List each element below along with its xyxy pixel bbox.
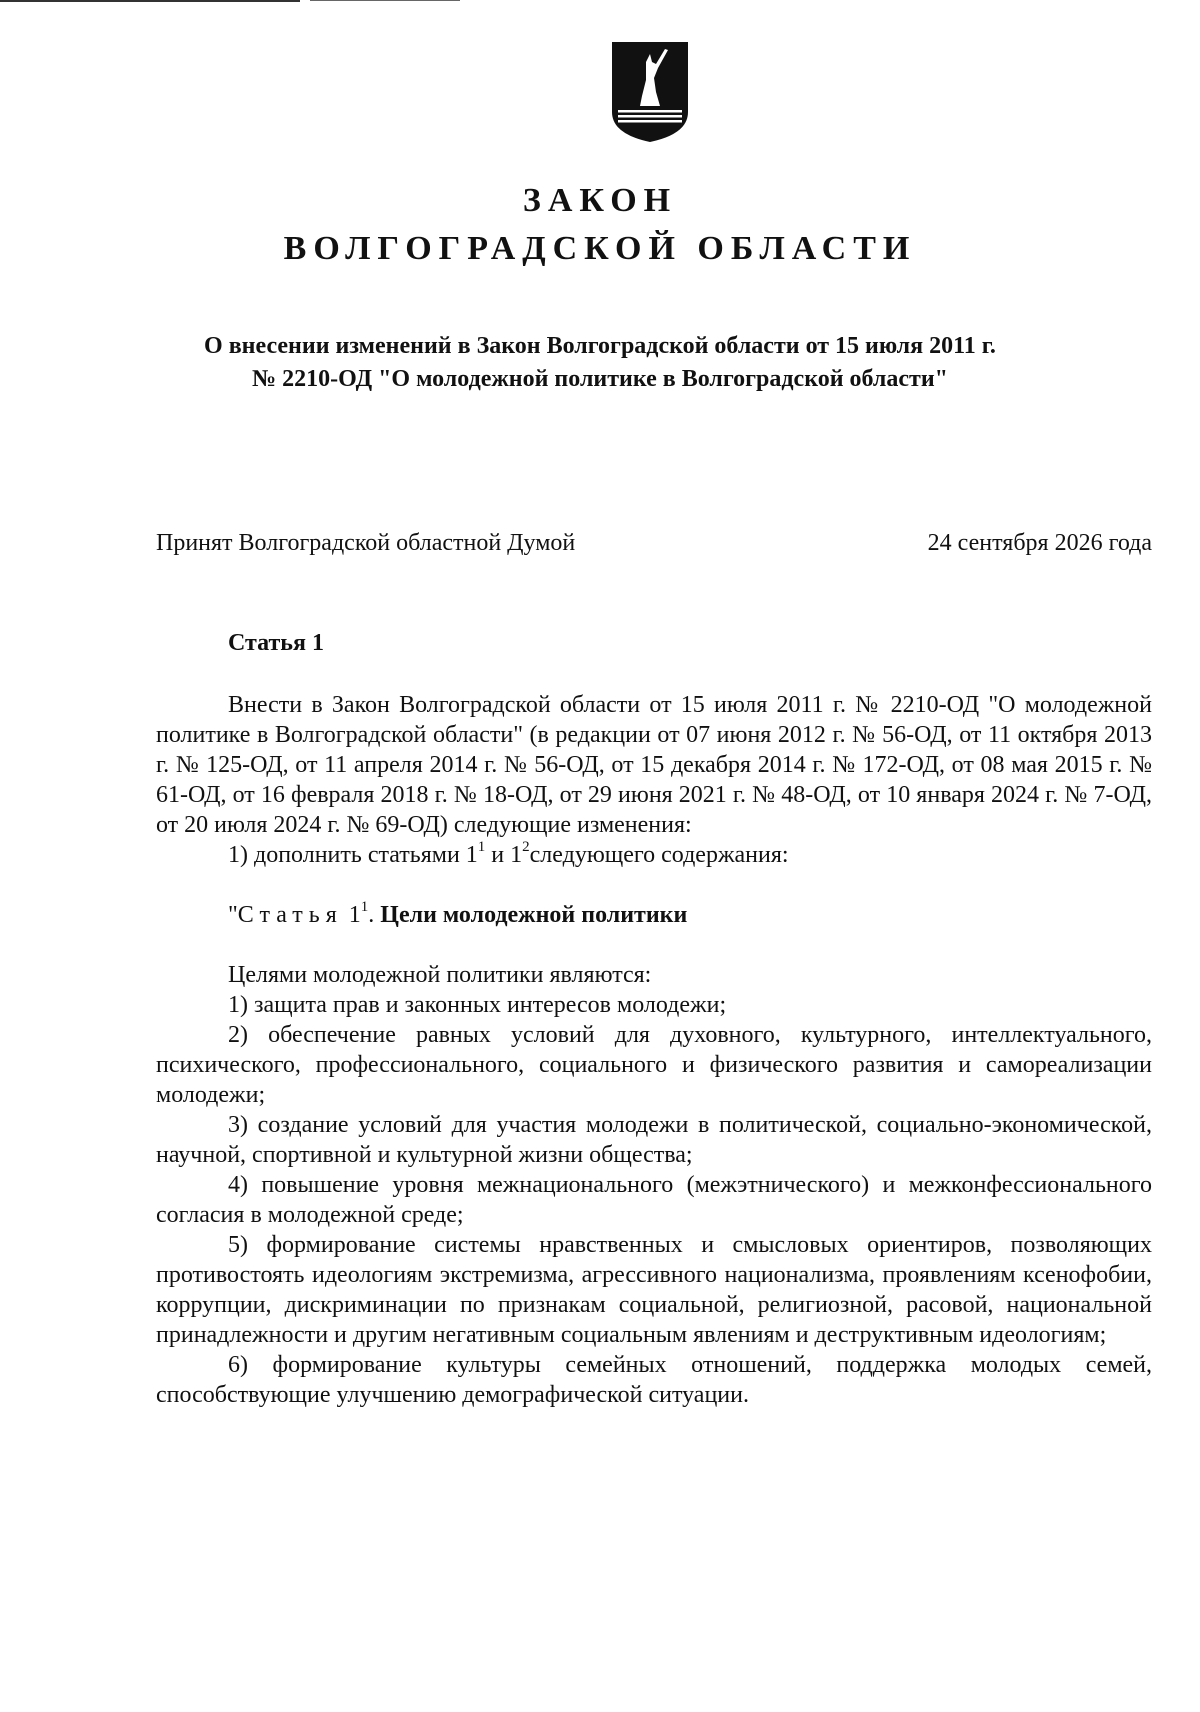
amendment-text: 1) дополнить статьями 1 bbox=[228, 842, 478, 868]
article-title: Статья 1 bbox=[228, 630, 324, 656]
goal-item: 3) создание условий для участия молодежи в политической, социально-экономической, научной, спортивной и культурной жизни общества; bbox=[156, 1112, 1152, 1168]
superscript: 1 bbox=[360, 899, 369, 915]
goal-item: 5) формирование системы нравственных и смысловых ориентиров, позволяющих противостоять идеологиям экстремизма, агрессивного национализма, проявлениям ксенофобии, коррупции, дискриминации по признакам социальной, религиозной, расовой, национальной принадлежности и другим негативным социальным явлениям и деструктивным идеологиям; bbox=[156, 1232, 1152, 1348]
scan-edge-line bbox=[310, 0, 460, 1]
article-number: 1 bbox=[348, 902, 361, 928]
goal-item: 6) формирование культуры семейных отношений, поддержка молодых семей, способствующие улучшению демографической ситуации. bbox=[156, 1352, 1152, 1408]
goal-item: 4) повышение уровня межнационального (межэтнического) и межконфессионального согласия в молодежной среде; bbox=[156, 1172, 1152, 1228]
new-article-heading bbox=[156, 900, 1152, 930]
subtitle-line: О внесении изменений в Закон Волгоградской области от 15 июля 2011 г. bbox=[204, 333, 996, 359]
law-title: ЗАКОН bbox=[522, 182, 678, 219]
subtitle-line: № 2210-ОД "О молодежной политике в Волгоградской области" bbox=[252, 366, 948, 392]
dot: . bbox=[368, 902, 375, 928]
goal-item: 2) обеспечение равных условий для духовного, культурного, интеллектуального, психического, профессионального, социального и физического развития и самореализации молодежи; bbox=[156, 1022, 1152, 1108]
coat-of-arms-icon bbox=[610, 40, 690, 144]
goal-item: 1) защита прав и законных интересов молодежи; bbox=[228, 992, 727, 1018]
quote-mark: " bbox=[228, 902, 238, 928]
law-subtitle bbox=[140, 330, 1060, 396]
region-title: ВОЛГОГРАДСКОЙ ОБЛАСТИ bbox=[283, 230, 917, 267]
adopted-by: Принят Волгоградской областной Думой bbox=[156, 530, 576, 556]
article-body bbox=[156, 690, 1152, 1410]
goals-lead: Целями молодежной политики являются: bbox=[228, 962, 652, 988]
superscript: 2 bbox=[522, 839, 530, 855]
new-article-title: Цели молодежной политики bbox=[380, 902, 688, 928]
adopted-date: 24 сентября 2026 года bbox=[927, 530, 1152, 556]
amendment-text: и 1 bbox=[485, 842, 523, 868]
superscript: 1 bbox=[477, 839, 486, 855]
amendment-item bbox=[156, 840, 1152, 870]
article-intro: Внести в Закон Волгоградской области от 15 июля 2011 г. № 2210-ОД "О молодежной политике в Волгоградской области" (в редакции от 07 июня 2012 г. № 56-ОД, от 11 октября 2013 г. № 125-ОД, от 11 апреля 2014 г. № 56-ОД, от 15 декабря 2014 г. № 172-ОД, от 08 мая 2015 г. № 61-ОД, от 16 февраля 2018 г. № 18-ОД, от 29 июня 2021 г. № 48-ОД, от 10 января 2024 г. № 7-ОД, от 20 июля 2024 г. № 69-ОД) следующие изменения: bbox=[156, 692, 1152, 838]
article-word: Статья bbox=[237, 902, 343, 928]
scan-edge-line bbox=[0, 0, 300, 2]
amendment-text: следующего содержания: bbox=[529, 842, 789, 868]
